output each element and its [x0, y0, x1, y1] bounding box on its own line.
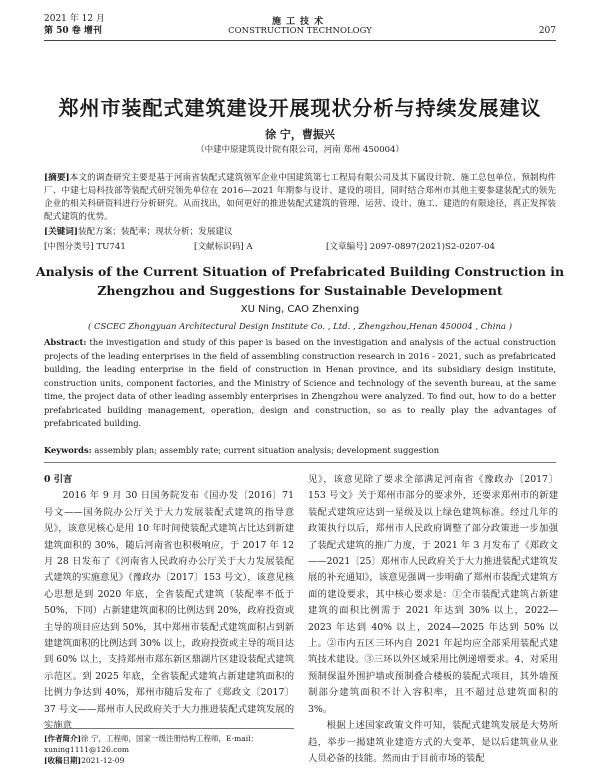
affiliation-en: ( CSCEC Zhongyuan Architectural Design Institute Co. , Ltd. , Zhengzhou,Henan 450004 , China ): [87, 322, 513, 332]
abstract-en-text: the investigation and study of this paper is based on the investigation and analysis of the actual construction projects of the leading enterprises in the field of assembling construction research in 2016 - 2021, such as prefabricated building, the leading enterprise in the field of construction in Henan province, and its subsidiary design institute, construction units, component factories, and the Ministry of Science and technology of the seventh bureau, at the same time, the project data of other leading assembly enterprises in Zhengzhou were analyzed. To find out, how to do a better prefabricated building management, operation, design and construction, so as to really play the advantages of prefabricated building.: [44, 337, 557, 428]
received-date: [44, 755, 294, 766]
abstract-cn: [44, 172, 556, 224]
volume-info: 第 50 卷 增刊: [44, 26, 102, 36]
page-number: 207: [538, 26, 556, 36]
received-date-label: [收稿日期]: [44, 756, 82, 765]
title-en: Analysis of the Current Situation of Prefabricated Building Construction in Zhengzhou and Suggestions for Sustainable Development: [35, 264, 565, 298]
abstract-en: [44, 336, 556, 431]
document-code: [文献标识码] A: [194, 242, 253, 252]
keywords-en-text: assembly plan; assembly rate; current situation analysis; development suggestion: [94, 445, 440, 455]
authors-cn: 徐 宁，曹振兴: [265, 128, 335, 141]
running-header: [44, 14, 556, 41]
journal-name-en: CONSTRUCTION TECHNOLOGY: [228, 26, 372, 36]
keywords-en-label: Keywords:: [44, 445, 92, 455]
authors-en: XU Ning, CAO Zhenxing: [240, 304, 360, 315]
received-date-text: 2021-12-09: [81, 756, 125, 765]
section-divider: [44, 462, 556, 463]
keywords-cn-label: [关键词]: [44, 227, 78, 237]
intro-heading: 0 引言: [44, 474, 73, 485]
clc-number: [中图分类号] TU741: [44, 242, 126, 252]
author-bio-text: 徐 宁，工程师，国家一级注册结构工程师，E-mail：xuning1111@126.com: [44, 734, 259, 754]
keywords-cn-text: 装配方案；装配率；现状分析；发展建议: [77, 227, 233, 237]
abstract-en-label: Abstract:: [44, 337, 87, 347]
journal-name-cn: 施工技术: [271, 17, 328, 27]
issue-date: 2021 年 12 月: [44, 14, 105, 24]
body-right-column: [308, 472, 558, 767]
author-footnote: [44, 728, 294, 766]
body-paragraph: 2016 年 9 月 30 日国务院发布《国办发〔2016〕71 号文——国务院办公厅关于大力发展装配式建筑的指导意见》，该意见核心是用 10 年时间使装配式建筑占比达到新建建筑面积的 30%，随后河南省也积极响应，于 2017 年 12 月 28 日发布了《河南省人民政府办公厅关于大力发展装配式建筑的实施意见》（豫政办〔2017〕153 号文），该意见核心思想是到 2020 年底，全省装配式建筑（装配率不低于 50%，下同）占新建建筑面积的比例达到 20%，政府投资或主导的项目应达到 50%，其中郑州市装配式建筑面积占到新建建筑面积的比例达到 30% 以上，政府投资或主导的项目达到 60% 以上，支持郑州市郑东新区鼎湖片区建设装配式建筑示范区。到 2025 年底，全省装配式建筑占新建建筑面积的比例力争达到 40%，郑州市随后发布了《郑政文〔2017〕37 号文——郑州市人民政府关于大力推进装配式建筑发展的实施意: [44, 490, 294, 732]
author-bio-label: [作者简介]: [44, 734, 82, 743]
title-cn: 郑州市装配式建筑建设开展现状分析与持续发展建议: [58, 96, 542, 120]
body-left-column: [44, 472, 294, 735]
abstract-cn-label: [摘要]: [44, 173, 70, 183]
author-bio: [44, 733, 294, 755]
body-paragraph: 见》，该意见除了要求全部满足河南省《豫政办〔2017〕153 号文》关于郑州市部分的要求外，还要求郑州市的新建装配式建筑应达到一星级及以上绿色建筑标准。经过几年的政策执行以后，郑州市人民政府调整了部分政策进一步加强了装配式建筑的推广力度，于 2021 年 3 月发布了《郑政文——2021〔25〕郑州市人民政府关于大力推进装配式建筑发展的补充通知》，该意见强调一步明确了郑州市装配式建筑方面的建设要求，其中核心要求是：①全市装配式建筑占新建建筑的面积比例需于 2021 年达到 30% 以上，2022—2023 年达到 40% 以上，2024—2025 年达到 50% 以上。②市内五区三环内自 2021 年起均应全部采用装配式建筑技术建设。③三环以外区域采用比例递增要求。4、对采用预制保温外围护墙或预制叠合楼板的装配式项目，其外墙预制部分建筑面积不计入容积率，且不超过总建筑面积的 3%。: [308, 474, 558, 715]
keywords-en: [44, 445, 556, 455]
affiliation-cn: （中建中原建筑设计院有限公司，河南 郑州 450004）: [196, 145, 404, 155]
keywords-cn: [44, 225, 233, 237]
article-number: [文章编号] 2097-0897(2021)S2-0207-04: [326, 242, 496, 252]
body-paragraph: 根据上述国家政策文件可知，装配式建筑发展是大势所趋，举步一揭建筑业建造方式的大变革，是以后建筑业从业人员必备的技能。然而由于目前市场的装配: [308, 720, 558, 764]
abstract-cn-text: 本文的调查研究主要是基于河南省装配式建筑领军企业中国建筑第七工程局有限公司及其下属设计院、施工总包单位、预制构件厂、中建七局科技部等装配式研究领先单位在 2016—2021 年期参与设计、建设的项目，同时结合郑州市其他主要参建装配式的领先企业的相关科研资料进行分析研究。从而找出，如何更好的推进装配式建筑的管理、运营、设计、施工、建造的有限途径，真正发挥装配式建筑的优势。: [44, 173, 556, 222]
